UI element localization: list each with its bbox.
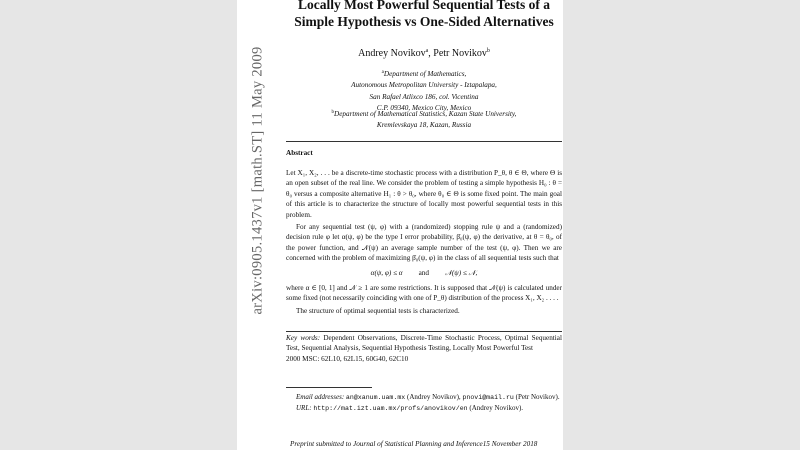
title-line-2: Simple Hypothesis vs One-Sided Alternatives bbox=[294, 14, 554, 29]
affiliation-line: Department of Mathematics, bbox=[383, 70, 467, 78]
keywords-text: Dependent Observations, Discrete-Time Stochastic Process, Optimal Sequential Test, Sequential Analysis, Sequential Hypothesis Testing, Locally Most Powerful Test bbox=[286, 334, 562, 353]
author-name: Petr Novikov bbox=[433, 48, 487, 59]
affiliation-mark: a bbox=[381, 70, 384, 75]
affiliation-line: Kremlevskaya 18, Kazan, Russia bbox=[376, 121, 472, 130]
affiliation-line: Autonomous Metropolitan University - Iztapalapa, bbox=[351, 81, 497, 90]
constraint-formula bbox=[286, 268, 562, 278]
email-owner: (Petr Novikov). bbox=[513, 393, 560, 401]
msc-codes: 2000 MSC: 62L10, 62L15, 60G40, 62C10 bbox=[286, 354, 409, 363]
preprint-notice: Preprint submitted to Journal of Statistical Planning and Inference15 November 2018 bbox=[290, 440, 538, 448]
url-owner: (Andrey Novikov). bbox=[467, 404, 524, 413]
keywords-label: Key words: bbox=[286, 334, 321, 342]
author-separator: , bbox=[428, 48, 434, 59]
abstract-paragraph: The structure of optimal sequential tests is characterized. bbox=[296, 306, 460, 315]
left-margin bbox=[0, 0, 237, 450]
affiliation-line: C.P. 09340, Mexico City, Mexico bbox=[376, 103, 472, 112]
formula-right: 𝒩(ψ) ≤ 𝒩, bbox=[444, 268, 478, 277]
abstract-paragraph: For any sequential test (ψ, φ) with a (randomized) stopping rule ψ and a (randomized) decision rule φ let α(ψ, φ) be the type I error probability, β̇₀(ψ, φ) the derivative, at θ = θ₀, of the power function, and 𝒩(ψ) an average sample number of the test (ψ, φ). Then we are concerned with the problem of maximizing β̇₀(ψ, φ) in the class of all sequential tests such that bbox=[286, 223, 562, 263]
author-list bbox=[286, 48, 562, 59]
abstract-body bbox=[286, 168, 562, 316]
formula-left: α(ψ, φ) ≤ α bbox=[370, 268, 403, 277]
paper-page bbox=[286, 0, 562, 450]
email-label: Email addresses: bbox=[296, 393, 345, 401]
footnotes bbox=[286, 392, 562, 414]
abstract-paragraph: Let X₁, X₂, . . . be a discrete-time stochastic process with a distribution P_θ, θ ∈ Θ, where Θ is an open subset of the real line. We consider the problem of testing a simple hypothesis H₀ : θ = θ₀ versus a composite alternative H₁ : θ > θ₀, where θ₀ ∈ Θ is some fixed point. The main goal of this article is to characterize the structure of locally most powerful sequential tests in this problem. bbox=[286, 169, 562, 219]
right-margin bbox=[563, 0, 800, 450]
formula-joiner: and bbox=[418, 268, 429, 277]
affiliation-line: Department of Mathematical Statistics, Kazan State University, bbox=[334, 110, 517, 118]
author-affil-mark: a bbox=[425, 48, 429, 54]
email-owner: (Andrey Novikov), bbox=[405, 393, 463, 401]
abstract-section bbox=[286, 141, 562, 332]
paper-title bbox=[286, 0, 562, 30]
affiliation-mark: b bbox=[331, 110, 335, 115]
url-footnote bbox=[286, 403, 562, 414]
title-line-1: Locally Most Powerful Sequential Tests of a bbox=[298, 0, 550, 12]
email-link-1[interactable]: an@xanum.uam.mx bbox=[345, 394, 406, 401]
footnote-rule bbox=[286, 387, 372, 388]
arxiv-identifier-text: arXiv:0905.1437v1 [math.ST] 11 May 2009 bbox=[249, 45, 266, 315]
abstract-heading: Abstract bbox=[286, 149, 313, 157]
email-footnote bbox=[286, 392, 562, 403]
author-name: Andrey Novikov bbox=[358, 48, 426, 59]
arxiv-identifier bbox=[246, 45, 270, 315]
url-label: URL: bbox=[296, 404, 312, 413]
author-affil-mark: b bbox=[486, 48, 490, 54]
affiliation-b bbox=[286, 107, 562, 132]
affiliation-line: San Rafael Atlixco 186, col. Vicentina bbox=[369, 92, 479, 101]
abstract-paragraph: where α ∈ [0, 1] and 𝒩 ≥ 1 are some restrictions. It is supposed that 𝒩(ψ) is calculated under some fixed (not necessarily coinciding with one of P_θ) distribution of the process X₁, X₂ . . . . bbox=[286, 284, 562, 303]
email-link-2[interactable]: pnovi@mail.ru bbox=[462, 394, 514, 401]
keywords-block bbox=[286, 333, 562, 364]
homepage-link[interactable]: http://mat.izt.uam.mx/profs/anovikov/en bbox=[313, 405, 468, 413]
